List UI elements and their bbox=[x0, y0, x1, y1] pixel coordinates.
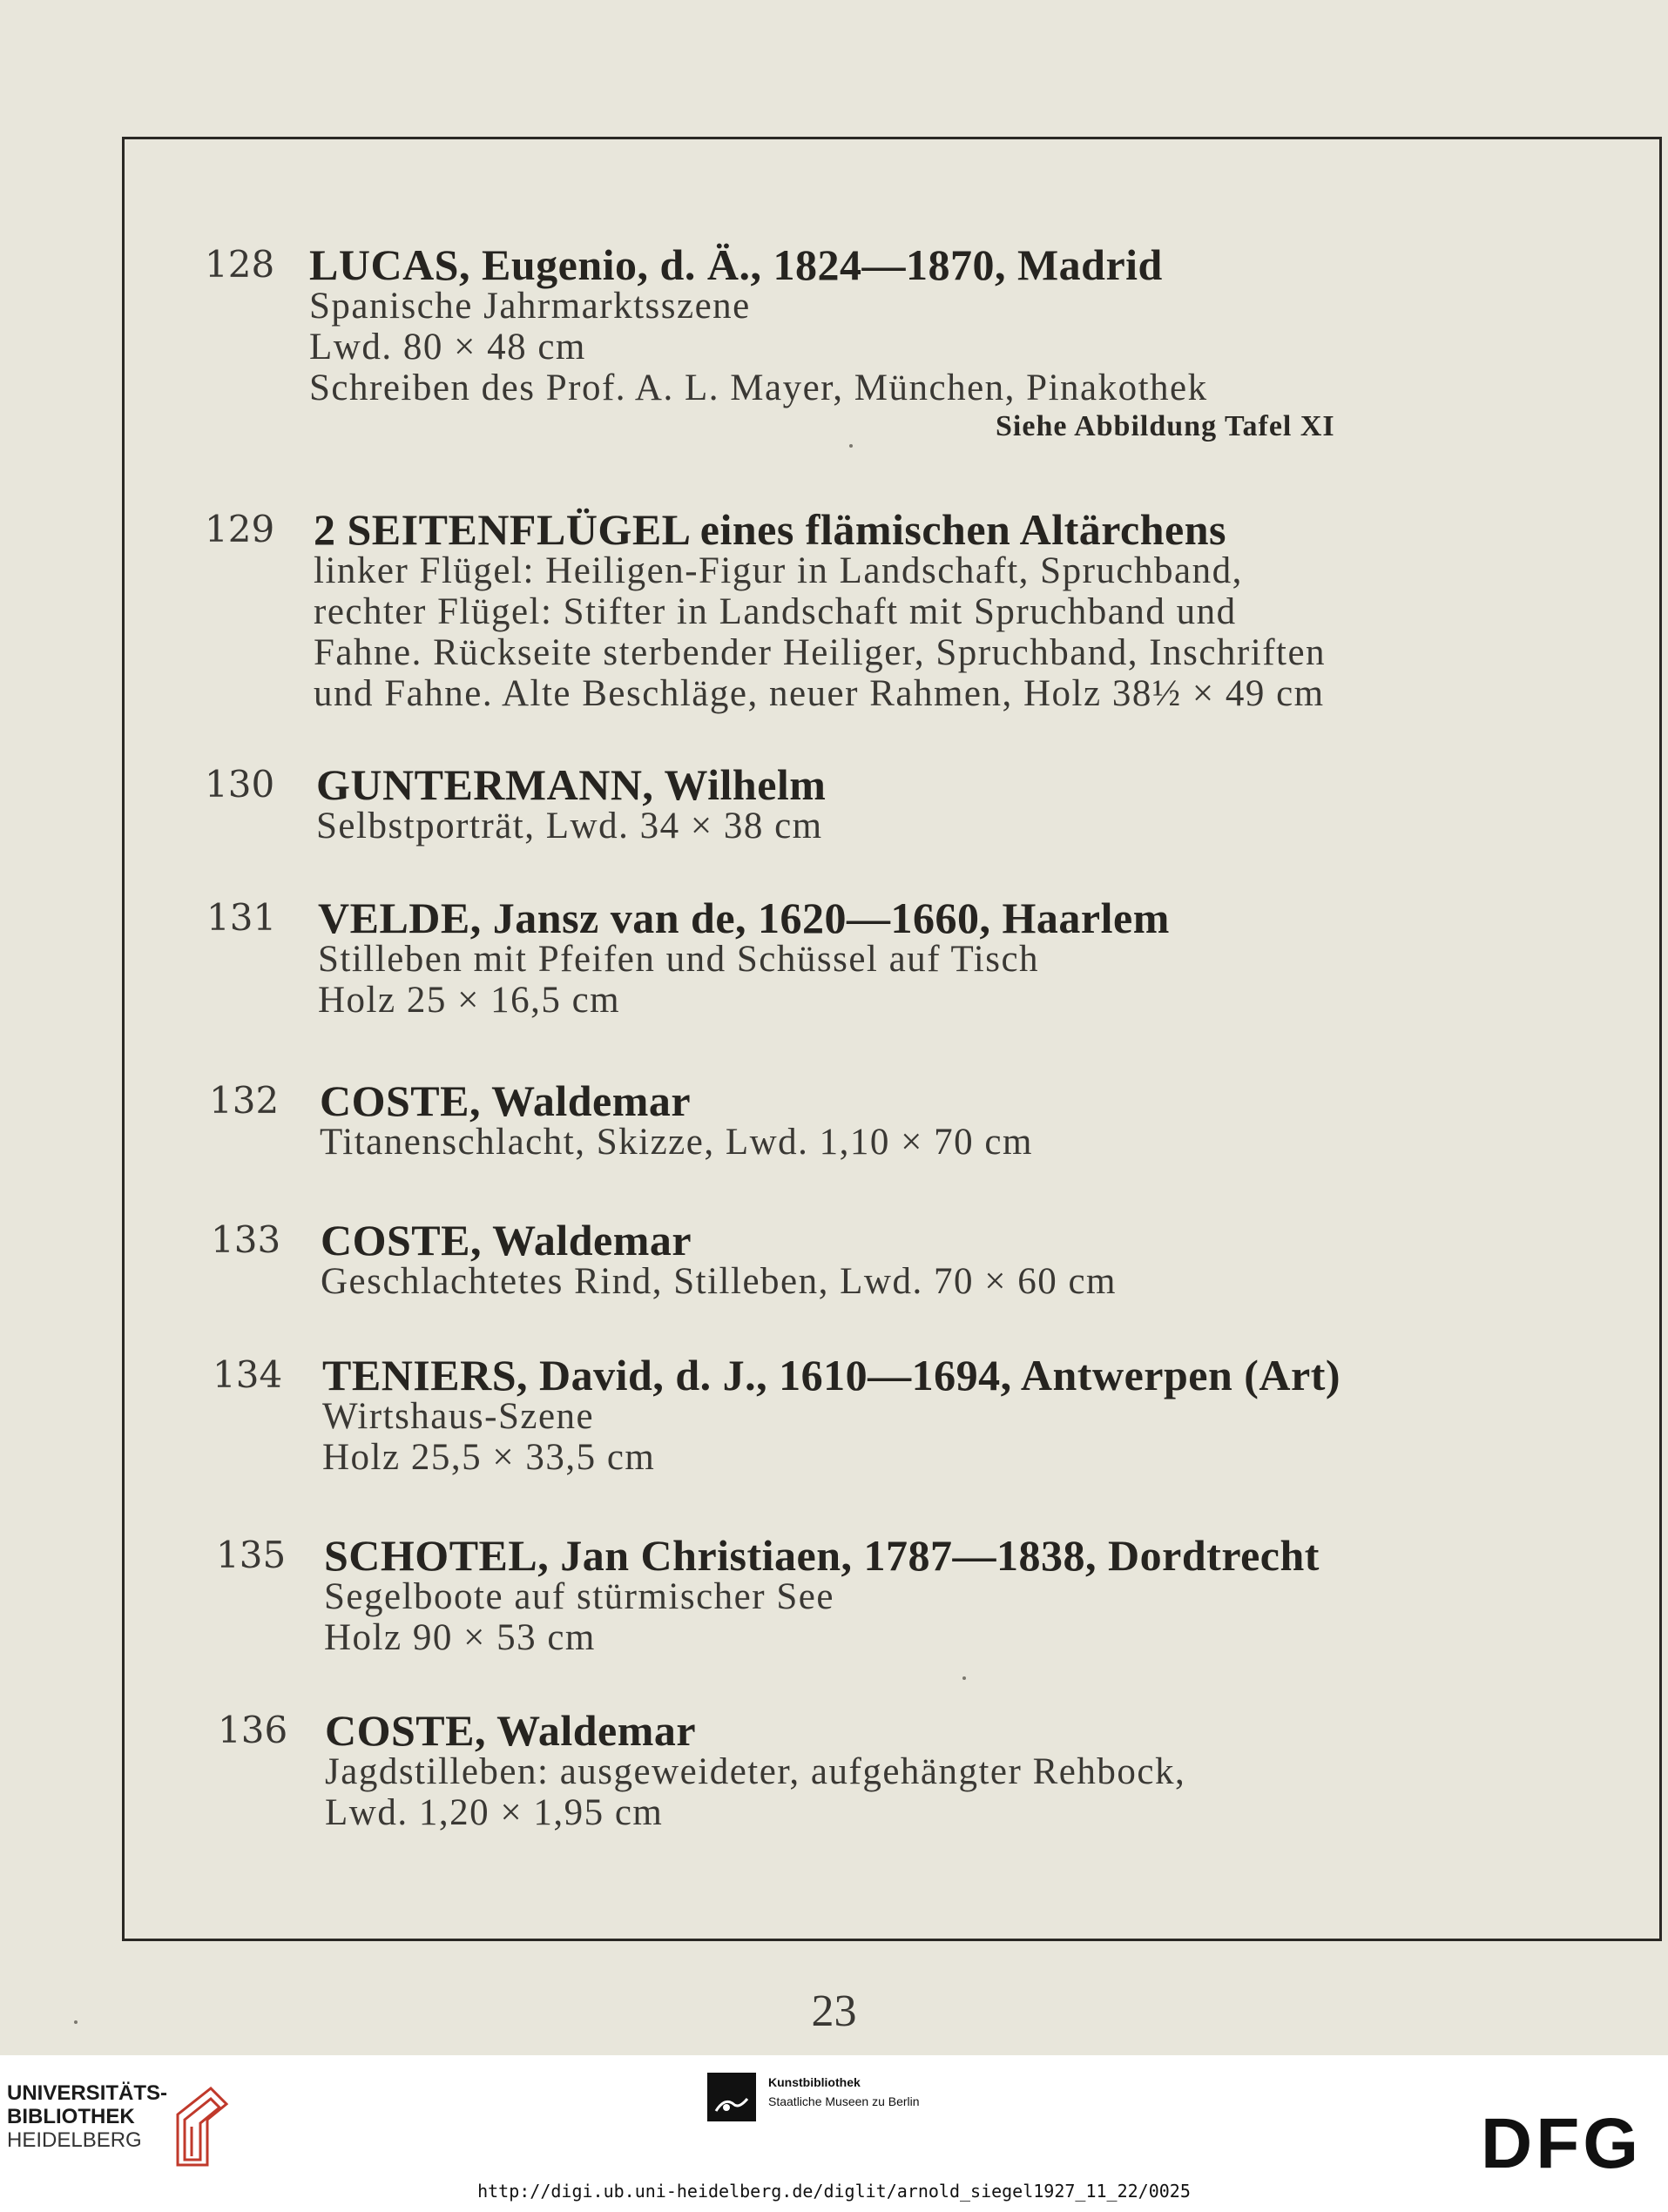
lot-line: Spanische Jahrmarktsszene bbox=[309, 286, 751, 327]
kunstbibliothek-emblem-icon bbox=[707, 2073, 756, 2121]
lot-line: Fahne. Rückseite sterbender Heiliger, Spruchband, Inschriften bbox=[314, 632, 1327, 673]
lot-heading: COSTE, Waldemar bbox=[325, 1706, 697, 1755]
lot-number: 136 bbox=[218, 1709, 288, 1751]
ub-line: BIBLIOTHEK bbox=[7, 2105, 135, 2128]
lot-number: 129 bbox=[205, 508, 275, 550]
kunstbibliothek-logo[interactable] bbox=[707, 2073, 920, 2125]
lot-line: Lwd. 1,20 × 1,95 cm bbox=[325, 1792, 664, 1833]
lot-number: 135 bbox=[216, 1534, 287, 1576]
kb-line: Staatliche Museen zu Berlin bbox=[768, 2094, 920, 2108]
lot-heading: COSTE, Waldemar bbox=[321, 1216, 692, 1264]
lot-heading: VELDE, Jansz van de, 1620—1660, Haarlem bbox=[318, 894, 1170, 942]
lot-heading: SCHOTEL, Jan Christiaen, 1787—1838, Dordtrecht bbox=[324, 1531, 1320, 1580]
paper-speck bbox=[849, 444, 853, 448]
lot-number: 131 bbox=[206, 896, 277, 939]
lot-line: rechter Flügel: Stifter in Landschaft mit Spruchband und bbox=[314, 591, 1237, 632]
lot-number: 132 bbox=[209, 1079, 280, 1122]
ub-line: UNIVERSITÄTS- bbox=[7, 2081, 168, 2105]
kunstbibliothek-wordmark bbox=[768, 2073, 920, 2111]
digitization-footer bbox=[0, 2055, 1668, 2212]
lot-line: Schreiben des Prof. A. L. Mayer, München, Pinakothek bbox=[309, 368, 1208, 408]
lot-line: und Fahne. Alte Beschläge, neuer Rahmen, Holz 38½ × 49 cm bbox=[314, 673, 1325, 714]
lot-line: Wirtshaus-Szene bbox=[322, 1396, 595, 1437]
lot-line: Jagdstilleben: ausgeweideter, aufgehängter Rehbock, bbox=[325, 1751, 1186, 1792]
lot-line: Holz 25,5 × 33,5 cm bbox=[322, 1437, 656, 1478]
kb-line: Kunstbibliothek bbox=[768, 2075, 861, 2089]
lot-heading: COSTE, Waldemar bbox=[320, 1076, 692, 1125]
lot-line: Segelboote auf stürmischer See bbox=[324, 1576, 834, 1617]
dfg-logo[interactable]: DFG bbox=[1481, 2104, 1643, 2183]
lot-line: Lwd. 80 × 48 cm bbox=[309, 327, 586, 368]
lot-heading: GUNTERMANN, Wilhelm bbox=[316, 760, 827, 809]
lot-number: 128 bbox=[205, 243, 275, 286]
lot-line: Stilleben mit Pfeifen und Schüssel auf Tisch bbox=[318, 939, 1040, 980]
lot-line: Geschlachtetes Rind, Stilleben, Lwd. 70 × 60 cm bbox=[321, 1261, 1117, 1302]
plate-reference: Siehe Abbildung Tafel XI bbox=[996, 410, 1335, 442]
lot-number: 133 bbox=[211, 1218, 281, 1261]
ub-emblem-icon bbox=[172, 2081, 233, 2168]
lot-line: Holz 25 × 16,5 cm bbox=[318, 980, 621, 1021]
lot-line: Titanenschlacht, Skizze, Lwd. 1,10 × 70 cm bbox=[320, 1122, 1033, 1163]
permalink-url[interactable]: http://digi.ub.uni-heidelberg.de/diglit/arnold_siegel1927_11_22/0025 bbox=[477, 2181, 1191, 2202]
page-number: 23 bbox=[811, 1986, 857, 2036]
ub-line: HEIDELBERG bbox=[7, 2128, 142, 2152]
lot-heading: TENIERS, David, d. J., 1610—1694, Antwerpen (Art) bbox=[322, 1351, 1341, 1399]
paper-speck bbox=[74, 2020, 78, 2024]
lot-line: Holz 90 × 53 cm bbox=[324, 1617, 596, 1658]
paper-speck bbox=[962, 1676, 966, 1680]
lot-number: 134 bbox=[213, 1353, 283, 1396]
lot-line: linker Flügel: Heiligen-Figur in Landschaft, Spruchband, bbox=[314, 550, 1243, 591]
lot-number: 130 bbox=[205, 763, 275, 806]
lot-heading: 2 SEITENFLÜGEL eines flämischen Altärchens bbox=[314, 505, 1226, 554]
lot-heading: LUCAS, Eugenio, d. Ä., 1824—1870, Madrid bbox=[309, 240, 1163, 289]
ub-wordmark bbox=[7, 2081, 167, 2152]
lot-line: Selbstporträt, Lwd. 34 × 38 cm bbox=[316, 806, 823, 846]
